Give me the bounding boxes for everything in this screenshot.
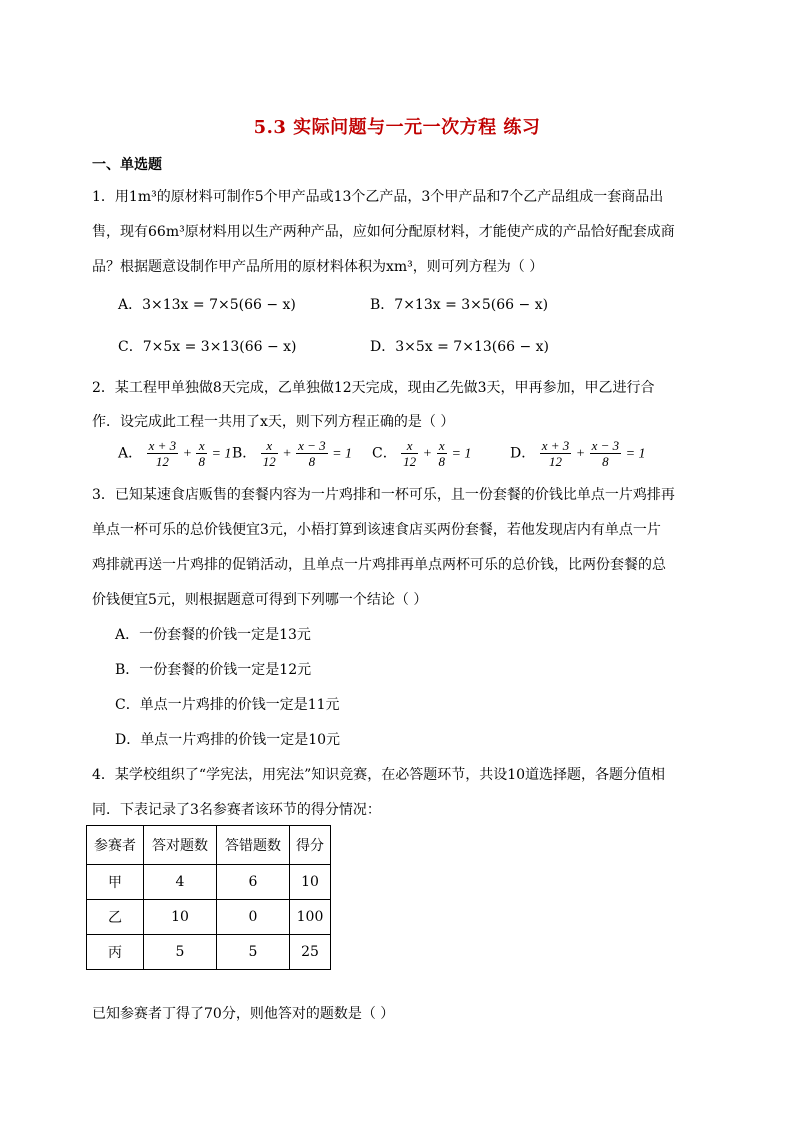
q1-option-d[interactable]: D．3×5x = 7×13(66 − x) [370,339,550,355]
table-header-cell: 答错题数 [217,826,290,865]
table-cell: 6 [217,865,290,900]
denominator: 8 [438,454,446,469]
denominator: 12 [548,454,562,469]
fraction [196,438,207,469]
table-cell: 5 [144,935,217,970]
table-cell: 0 [217,900,290,935]
numerator: x − 3 [298,438,326,453]
table-cell: 5 [217,935,290,970]
table-cell: 25 [290,935,331,970]
numerator: x − 3 [591,438,620,453]
q4-line-2: 同．下表记录了3名参赛者该环节的得分情况： [92,802,381,818]
table-row [87,900,331,935]
q3-option-a[interactable]: A．一份套餐的价钱一定是13元 [115,627,311,643]
table-header-cell: 得分 [290,826,331,865]
q2-option-c-label: C． [372,445,397,462]
operator: + [575,446,586,462]
q3-line-1: 3．已知某速食店贩售的套餐内容为一片鸡排和一杯可乐，且一份套餐的价钱比单点一片鸡排再 [92,487,675,503]
table-row [87,865,331,900]
q2-option-b-label: B． [232,445,257,462]
denominator: 12 [262,454,276,469]
q2-option-a[interactable] [118,438,231,469]
denominator: 12 [155,454,169,469]
table-header-cell: 答对题数 [144,826,217,865]
q1-line-2: 售，现有66m³原材料用以生产两种产品，应如何分配原材料，才能使产成的产品恰好配套成商 [92,224,675,240]
denominator: 12 [403,454,417,469]
numerator: x [401,438,418,454]
table-cell: 10 [290,865,331,900]
operator: + [282,446,292,462]
rhs: = 1 [625,446,646,462]
table-cell: 10 [144,900,217,935]
fraction [590,438,622,469]
q1-option-c[interactable]: C．7×5x = 3×13(66 − x) [118,339,297,355]
table-cell: 4 [144,865,217,900]
table-cell: 丙 [87,935,144,970]
rhs: = 1 [211,446,232,462]
q3-line-3: 鸡排就再送一片鸡排的促销活动，且单点一片鸡排再单点两杯可乐的总价钱，比两份套餐的总 [92,557,666,573]
rhs: = 1 [332,446,353,462]
q1-option-a[interactable]: A．3×13x = 7×5(66 − x) [118,297,296,313]
table-header-cell: 参赛者 [87,826,144,865]
q2-line-2: 作．设完成此工程一共用了x天，则下列方程正确的是（ ） [92,414,455,430]
q1-line-1: 1．用1m³的原材料可制作5个甲产品或13个乙产品，3个甲产品和7个乙产品组成一套商品出 [92,189,664,205]
table-cell: 乙 [87,900,144,935]
q3-option-b[interactable]: B．一份套餐的价钱一定是12元 [115,662,312,678]
numerator: x + 3 [541,438,570,453]
fraction [261,438,278,469]
q2-option-c[interactable] [372,438,471,469]
fraction [401,438,418,469]
table-cell: 甲 [87,865,144,900]
page-title: 5.3 实际问题与一元一次方程 练习 [253,117,541,138]
denominator: 8 [308,454,316,469]
table-cell: 100 [290,900,331,935]
fraction [296,438,328,469]
q2-option-d[interactable] [510,438,646,469]
operator: + [182,446,193,462]
numerator: x [196,438,207,454]
q3-line-2: 单点一杯可乐的总价钱便宜3元，小梧打算到该速食店买两份套餐，若他发现店内有单点一片 [92,522,661,538]
table-header-row [87,826,331,865]
table-row [87,935,331,970]
q3-option-c[interactable]: C．单点一片鸡排的价钱一定是11元 [115,697,340,713]
q4-question: 已知参赛者丁得了70分，则他答对的题数是（ ） [92,1006,395,1022]
q2-option-b[interactable] [232,438,352,469]
q4-line-1: 4．某学校组织了“学宪法，用宪法”知识竞赛，在必答题环节，共设10道选择题，各题分值相 [92,767,666,783]
q2-option-d-label: D． [510,445,536,462]
fraction [437,438,448,469]
numerator: x [261,438,278,454]
denominator: 8 [198,454,205,469]
rhs: = 1 [451,446,472,462]
q2-line-1: 2．某工程甲单独做8天完成，乙单独做12天完成，现由乙先做3天，甲再参加，甲乙进行合 [92,380,655,396]
section-heading: 一、单选题 [92,157,162,173]
q3-line-4: 价钱便宜5元，则根据题意可得到下列哪一个结论（ ） [92,592,428,608]
score-table [86,825,331,970]
q3-option-d[interactable]: D．单点一片鸡排的价钱一定是10元 [115,732,341,748]
operator: + [422,446,433,462]
q1-line-3: 品？根据题意设制作甲产品所用的原材料体积为xm³，则可列方程为（ ） [92,259,544,275]
fraction [540,438,572,469]
denominator: 8 [602,454,609,469]
q2-option-a-label: A． [118,445,143,462]
numerator: x [437,438,448,454]
fraction [147,438,179,469]
numerator: x + 3 [148,438,177,453]
q1-option-b[interactable]: B．7×13x = 3×5(66 − x) [370,297,549,313]
